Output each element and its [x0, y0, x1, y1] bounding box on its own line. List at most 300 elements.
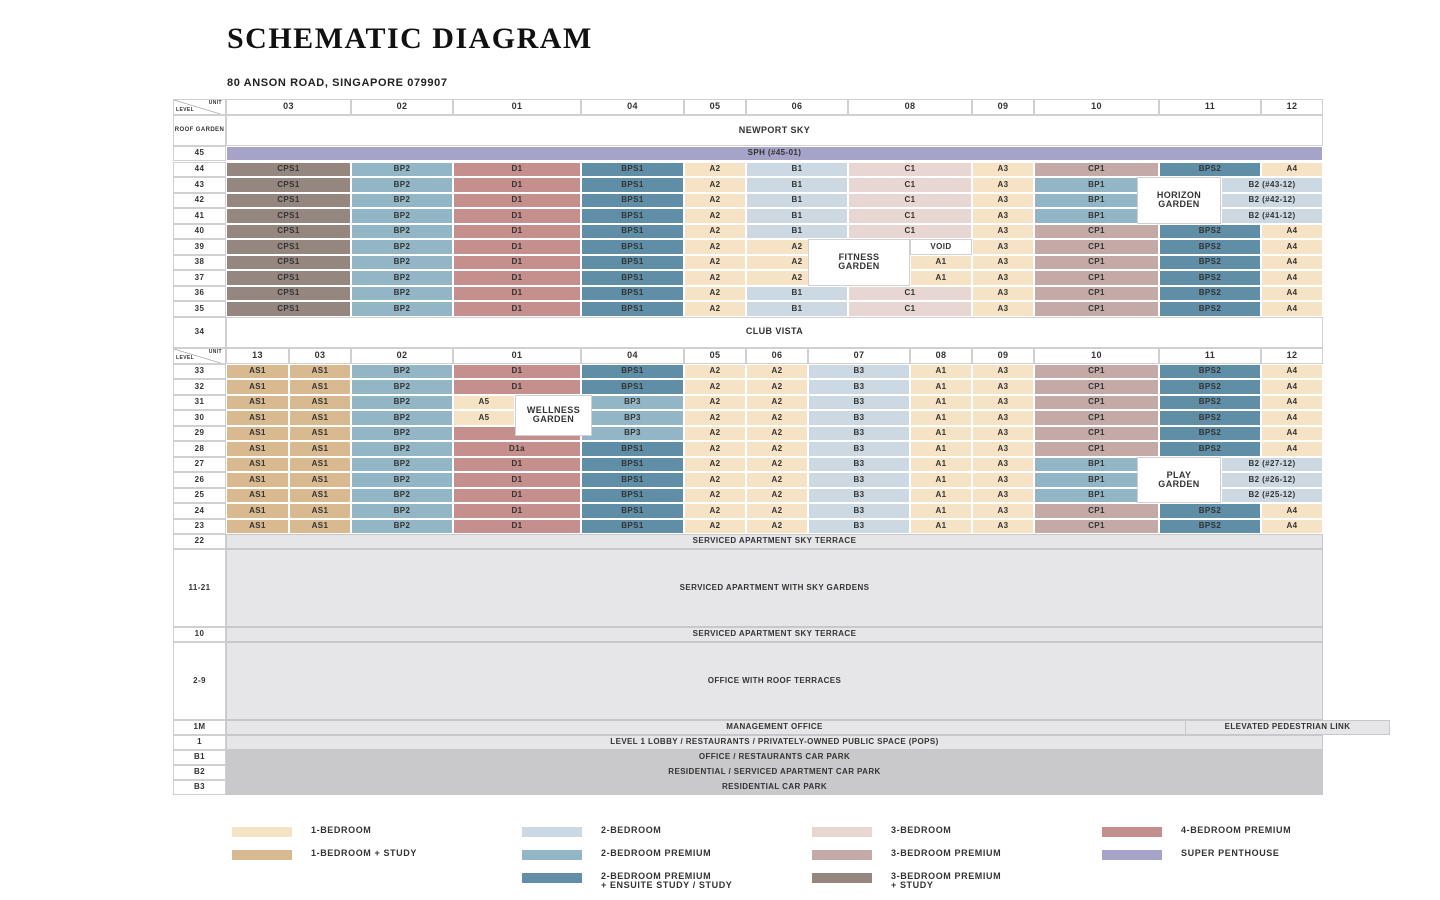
- unit-cell: A2: [684, 395, 746, 411]
- unit-cell: A5: [453, 410, 515, 426]
- unit-header: 12: [1261, 99, 1323, 115]
- level-label: 27: [173, 457, 226, 473]
- unit-cell: CPS1: [226, 255, 351, 271]
- unit-cell: A4: [1261, 286, 1323, 302]
- lower-corner-label: [173, 348, 226, 364]
- legend-label: [891, 826, 951, 835]
- unit-cell: BP1: [1034, 193, 1159, 209]
- unit-cell: A3: [972, 239, 1034, 255]
- level-roof-garden: ROOF GARDEN: [173, 115, 226, 146]
- super-penthouse: SPH (#45-01): [226, 146, 1323, 161]
- unit-cell: CPS1: [226, 177, 351, 193]
- unit-cell: BP2: [351, 301, 453, 317]
- unit-cell: CPS1: [226, 224, 351, 240]
- unit-cell: AS1: [226, 457, 289, 473]
- unit-cell: A4: [1261, 410, 1323, 426]
- unit-cell: A3: [972, 472, 1034, 488]
- unit-cell: A4: [1261, 224, 1323, 240]
- unit-cell: A3: [972, 379, 1034, 395]
- unit-cell: A2: [684, 488, 746, 504]
- unit-cell: AS1: [226, 410, 289, 426]
- unit-cell: A1: [910, 255, 972, 271]
- legend-item: [812, 849, 1001, 860]
- unit-header: 01: [453, 348, 581, 364]
- level-label: 2-9: [173, 642, 226, 720]
- level-label: 22: [173, 534, 226, 549]
- unit-cell: BP2: [351, 208, 453, 224]
- unit-cell: A5: [453, 395, 515, 411]
- level-label: 10: [173, 627, 226, 642]
- unit-cell: D1: [453, 224, 581, 240]
- unit-cell: CP1: [1034, 519, 1159, 535]
- unit-cell: BPS2: [1159, 239, 1261, 255]
- podium-floor: SERVICED APARTMENT SKY TERRACE: [226, 627, 1323, 642]
- unit-cell: A3: [972, 488, 1034, 504]
- unit-cell: A2: [684, 255, 746, 271]
- unit-cell: D1: [453, 488, 581, 504]
- unit-cell: A3: [972, 364, 1034, 380]
- unit-cell: AS1: [289, 457, 351, 473]
- legend-label: [601, 826, 661, 835]
- unit-cell: C1: [848, 177, 972, 193]
- unit-cell: A3: [972, 270, 1034, 286]
- level-label: 1: [173, 735, 226, 750]
- legend-item: [522, 826, 661, 837]
- unit-cell: D1: [453, 208, 581, 224]
- unit-cell: A2: [684, 472, 746, 488]
- unit-header: 10: [1034, 348, 1159, 364]
- unit-cell: BP3: [581, 395, 684, 411]
- unit-cell: BPS2: [1159, 162, 1261, 178]
- unit-cell: A1: [910, 488, 972, 504]
- unit-header: 06: [746, 99, 848, 115]
- legend-label-line: 2-BEDROOM: [601, 825, 662, 835]
- unit-cell: BP2: [351, 224, 453, 240]
- unit-label: UNIT: [208, 100, 222, 106]
- level-label: 23: [173, 519, 226, 535]
- upper-corner-label: [173, 99, 226, 115]
- legend-label-line: 2-BEDROOM PREMIUM: [601, 848, 712, 858]
- legend-label: [311, 826, 371, 835]
- unit-cell: AS1: [226, 488, 289, 504]
- unit-cell: A1: [910, 457, 972, 473]
- unit-cell: A2: [684, 224, 746, 240]
- fitness-garden: FITNESS GARDEN: [808, 239, 910, 286]
- page-title: SCHEMATIC DIAGRAM: [227, 22, 593, 55]
- void-cell: VOID: [910, 239, 972, 255]
- legend-swatch: [812, 850, 872, 860]
- legend-swatch: [812, 873, 872, 883]
- unit-cell: D1: [453, 301, 581, 317]
- level-label: 38: [173, 255, 226, 271]
- unit-cell: A2: [684, 177, 746, 193]
- level-label: LEVEL: [176, 355, 195, 362]
- unit-cell: BP2: [351, 162, 453, 178]
- unit-cell: A3: [972, 286, 1034, 302]
- unit-cell: AS1: [289, 379, 351, 395]
- unit-cell: B3: [808, 519, 910, 535]
- level-label: 26: [173, 472, 226, 488]
- unit-cell: CPS1: [226, 286, 351, 302]
- unit-cell: BPS2: [1159, 379, 1261, 395]
- unit-cell: AS1: [226, 395, 289, 411]
- unit-cell: CPS1: [226, 301, 351, 317]
- unit-cell: BPS1: [581, 239, 684, 255]
- unit-cell: A2: [684, 286, 746, 302]
- unit-cell: B3: [808, 457, 910, 473]
- unit-cell: A2: [746, 426, 808, 442]
- unit-cell: A2: [746, 488, 808, 504]
- unit-cell: BP2: [351, 519, 453, 535]
- unit-cell: D1: [453, 503, 581, 519]
- unit-cell: D1: [453, 270, 581, 286]
- unit-cell: C1: [848, 301, 972, 317]
- level-label: 43: [173, 177, 226, 193]
- legend-item: [522, 849, 711, 860]
- unit-label: UNIT: [208, 348, 222, 355]
- unit-cell: BP2: [351, 379, 453, 395]
- unit-cell: BPS1: [581, 162, 684, 178]
- legend-item: [232, 826, 371, 837]
- unit-cell: B3: [808, 472, 910, 488]
- unit-header: 08: [910, 348, 972, 364]
- unit-cell: B3: [808, 395, 910, 411]
- level-label: 32: [173, 379, 226, 395]
- unit-cell: A2: [684, 193, 746, 209]
- unit-cell: AS1: [226, 519, 289, 535]
- unit-cell: A2: [746, 395, 808, 411]
- unit-cell: B3: [808, 379, 910, 395]
- legend-item: [522, 872, 732, 890]
- unit-cell: BPS1: [581, 488, 684, 504]
- unit-cell: AS1: [289, 395, 351, 411]
- unit-cell: CPS1: [226, 193, 351, 209]
- level-label: 41: [173, 208, 226, 224]
- level-label: 33: [173, 364, 226, 380]
- unit-cell: A1: [910, 441, 972, 457]
- unit-cell: A2: [746, 457, 808, 473]
- unit-cell: A3: [972, 519, 1034, 535]
- unit-cell: CP1: [1034, 162, 1159, 178]
- unit-header: 13: [226, 348, 289, 364]
- unit-cell: A3: [972, 301, 1034, 317]
- unit-cell: BPS1: [581, 177, 684, 193]
- unit-cell: BPS1: [581, 193, 684, 209]
- unit-header: 03: [226, 99, 351, 115]
- unit-cell: CP1: [1034, 270, 1159, 286]
- unit-cell: BPS1: [581, 301, 684, 317]
- unit-cell: BPS1: [581, 270, 684, 286]
- unit-cell: BP1: [1034, 208, 1159, 224]
- legend-item: [1102, 849, 1280, 860]
- unit-cell: BPS1: [581, 208, 684, 224]
- legend-swatch: [232, 850, 292, 860]
- level-label: 1M: [173, 720, 226, 735]
- unit-header: 11: [1159, 99, 1261, 115]
- level-label: 40: [173, 224, 226, 240]
- legend-swatch: [812, 827, 872, 837]
- unit-cell: A1: [910, 410, 972, 426]
- unit-cell: A2: [684, 208, 746, 224]
- unit-cell: BPS2: [1159, 270, 1261, 286]
- unit-cell: BPS2: [1159, 410, 1261, 426]
- unit-cell: BP2: [351, 503, 453, 519]
- unit-header: 12: [1261, 348, 1323, 364]
- unit-cell: AS1: [289, 488, 351, 504]
- unit-cell: A4: [1261, 519, 1323, 535]
- unit-header: 09: [972, 99, 1034, 115]
- unit-cell: D1: [453, 255, 581, 271]
- unit-cell: BPS1: [581, 364, 684, 380]
- unit-cell: CP1: [1034, 286, 1159, 302]
- legend-label-line: 1-BEDROOM + STUDY: [311, 848, 417, 858]
- unit-cell: A3: [972, 410, 1034, 426]
- level-label: 45: [173, 146, 226, 161]
- unit-cell: A3: [972, 224, 1034, 240]
- unit-header: 06: [746, 348, 808, 364]
- unit-cell: A2: [684, 503, 746, 519]
- address: 80 ANSON ROAD, SINGAPORE 079907: [227, 77, 448, 89]
- unit-cell: A2: [684, 426, 746, 442]
- legend-label: [311, 849, 417, 858]
- unit-cell: A2: [746, 519, 808, 535]
- unit-cell: A4: [1261, 441, 1323, 457]
- unit-cell: B2 (#26-12): [1221, 472, 1323, 488]
- unit-header: 11: [1159, 348, 1261, 364]
- unit-cell: A2: [684, 162, 746, 178]
- legend-label-line: 3-BEDROOM: [891, 825, 952, 835]
- unit-cell: A2: [746, 503, 808, 519]
- unit-header: 07: [808, 348, 910, 364]
- legend-item: [232, 849, 417, 860]
- unit-cell: CP1: [1034, 239, 1159, 255]
- unit-cell: BP2: [351, 426, 453, 442]
- unit-cell: CP1: [1034, 379, 1159, 395]
- unit-cell: AS1: [289, 503, 351, 519]
- unit-cell: B1: [746, 301, 848, 317]
- unit-cell: A2: [746, 379, 808, 395]
- wellness-garden: WELLNESS GARDEN: [515, 395, 592, 437]
- unit-cell: AS1: [289, 519, 351, 535]
- legend-item: [1102, 826, 1291, 837]
- unit-cell: B2 (#41-12): [1221, 208, 1323, 224]
- unit-cell: A2: [684, 301, 746, 317]
- unit-header: 01: [453, 99, 581, 115]
- unit-cell: CP1: [1034, 224, 1159, 240]
- unit-cell: A4: [1261, 270, 1323, 286]
- unit-cell: A3: [972, 395, 1034, 411]
- unit-cell: BPS2: [1159, 426, 1261, 442]
- unit-cell: D1: [453, 519, 581, 535]
- unit-cell: D1: [453, 364, 581, 380]
- legend-label-line: 3-BEDROOM PREMIUM: [891, 871, 1002, 881]
- unit-cell: CP1: [1034, 441, 1159, 457]
- unit-cell: B2 (#25-12): [1221, 488, 1323, 504]
- unit-cell: BPS2: [1159, 286, 1261, 302]
- unit-cell: D1: [453, 177, 581, 193]
- unit-cell: BP1: [1034, 177, 1159, 193]
- unit-cell: B2 (#43-12): [1221, 177, 1323, 193]
- level-label: 31: [173, 395, 226, 411]
- unit-cell: A4: [1261, 426, 1323, 442]
- unit-cell: BPS1: [581, 457, 684, 473]
- unit-cell: BP2: [351, 177, 453, 193]
- unit-cell: B3: [808, 410, 910, 426]
- legend-item: [812, 872, 1001, 890]
- unit-cell: A3: [972, 441, 1034, 457]
- unit-cell: A2: [684, 270, 746, 286]
- unit-cell: BP2: [351, 395, 453, 411]
- unit-header: 02: [351, 348, 453, 364]
- unit-cell: A4: [1261, 239, 1323, 255]
- unit-cell: CPS1: [226, 162, 351, 178]
- unit-cell: A2: [684, 364, 746, 380]
- unit-cell: BPS2: [1159, 364, 1261, 380]
- level-label: 44: [173, 162, 226, 178]
- unit-cell: B1: [746, 286, 848, 302]
- unit-cell: C1: [848, 208, 972, 224]
- legend-swatch: [232, 827, 292, 837]
- unit-cell: B1: [746, 208, 848, 224]
- level-label: 35: [173, 301, 226, 317]
- unit-cell: B3: [808, 503, 910, 519]
- unit-cell: AS1: [289, 426, 351, 442]
- unit-cell: A3: [972, 177, 1034, 193]
- unit-cell: D1a: [453, 441, 581, 457]
- legend-swatch: [1102, 827, 1162, 837]
- unit-cell: A1: [910, 426, 972, 442]
- unit-cell: AS1: [226, 441, 289, 457]
- legend-label: [1181, 849, 1280, 858]
- unit-cell: B3: [808, 364, 910, 380]
- legend-label: [601, 872, 732, 890]
- newport-sky: NEWPORT SKY: [226, 115, 1323, 146]
- legend-label: [891, 872, 1001, 890]
- unit-cell: BP3: [581, 426, 684, 442]
- unit-cell: CP1: [1034, 301, 1159, 317]
- unit-cell: D1: [453, 239, 581, 255]
- unit-cell: BPS2: [1159, 301, 1261, 317]
- unit-header: 02: [351, 99, 453, 115]
- unit-cell: A2: [684, 457, 746, 473]
- unit-cell: B2 (#42-12): [1221, 193, 1323, 209]
- unit-cell: BP2: [351, 488, 453, 504]
- legend-label-line: 4-BEDROOM PREMIUM: [1181, 825, 1292, 835]
- play-garden: PLAY GARDEN: [1137, 457, 1221, 504]
- unit-cell: AS1: [289, 364, 351, 380]
- podium-floor: LEVEL 1 LOBBY / RESTAURANTS / PRIVATELY-OWNED PUBLIC SPACE (POPS): [226, 735, 1323, 750]
- legend-label-line: 2-BEDROOM PREMIUM: [601, 871, 712, 881]
- unit-cell: A2: [684, 239, 746, 255]
- unit-cell: BP1: [1034, 457, 1159, 473]
- unit-cell: CP1: [1034, 410, 1159, 426]
- unit-cell: BPS2: [1159, 395, 1261, 411]
- podium-floor: OFFICE WITH ROOF TERRACES: [226, 642, 1323, 720]
- unit-cell: A2: [684, 441, 746, 457]
- unit-header: 10: [1034, 99, 1159, 115]
- unit-cell: BPS1: [581, 224, 684, 240]
- unit-cell: A2: [746, 472, 808, 488]
- unit-cell: D1: [453, 379, 581, 395]
- unit-cell: BPS1: [581, 379, 684, 395]
- podium-floor: RESIDENTIAL CAR PARK: [226, 780, 1323, 795]
- unit-cell: BPS1: [581, 441, 684, 457]
- level-label: B2: [173, 765, 226, 780]
- unit-cell: BP2: [351, 270, 453, 286]
- level-label: B3: [173, 780, 226, 795]
- unit-cell: C1: [848, 162, 972, 178]
- legend-swatch: [1102, 850, 1162, 860]
- unit-header: 08: [848, 99, 972, 115]
- unit-cell: A2: [746, 270, 848, 286]
- legend-label: [601, 849, 711, 858]
- unit-cell: CP1: [1034, 255, 1159, 271]
- unit-cell: A1: [910, 270, 972, 286]
- unit-cell: A1: [910, 395, 972, 411]
- unit-cell: BP2: [351, 255, 453, 271]
- level-label: 28: [173, 441, 226, 457]
- unit-header: 05: [684, 348, 746, 364]
- level-label: 36: [173, 286, 226, 302]
- unit-cell: AS1: [226, 472, 289, 488]
- unit-cell: AS1: [226, 426, 289, 442]
- unit-cell: C1: [848, 224, 972, 240]
- unit-cell: B3: [808, 441, 910, 457]
- elevated-pedestrian-link: ELEVATED PEDESTRIAN LINK: [1185, 720, 1390, 735]
- unit-cell: A4: [1261, 364, 1323, 380]
- unit-cell: BP2: [351, 457, 453, 473]
- legend-swatch: [522, 850, 582, 860]
- unit-cell: A1: [910, 472, 972, 488]
- level-label: 37: [173, 270, 226, 286]
- unit-cell: BP2: [351, 364, 453, 380]
- unit-cell: CPS1: [226, 208, 351, 224]
- legend-label-line: 1-BEDROOM: [311, 825, 372, 835]
- club-vista: CLUB VISTA: [226, 317, 1323, 348]
- horizon-garden: HORIZON GARDEN: [1137, 177, 1221, 224]
- unit-cell: AS1: [226, 364, 289, 380]
- unit-cell: BPS2: [1159, 503, 1261, 519]
- unit-cell: A4: [1261, 503, 1323, 519]
- unit-cell: CPS1: [226, 239, 351, 255]
- unit-cell: A3: [972, 457, 1034, 473]
- unit-cell: BP2: [351, 286, 453, 302]
- unit-cell: A3: [972, 255, 1034, 271]
- unit-cell: A1: [910, 379, 972, 395]
- unit-cell: BP2: [351, 193, 453, 209]
- unit-cell: A3: [972, 426, 1034, 442]
- unit-cell: A2: [746, 410, 808, 426]
- unit-header: 09: [972, 348, 1034, 364]
- legend-label-line: + STUDY: [891, 880, 934, 890]
- legend-item: [812, 826, 951, 837]
- unit-cell: B1: [746, 224, 848, 240]
- unit-cell: D1: [453, 162, 581, 178]
- podium-floor: SERVICED APARTMENT WITH SKY GARDENS: [226, 549, 1323, 627]
- unit-cell: AS1: [289, 410, 351, 426]
- unit-cell: B2 (#27-12): [1221, 457, 1323, 473]
- unit-cell: B1: [746, 177, 848, 193]
- unit-cell: B3: [808, 426, 910, 442]
- unit-cell: A1: [910, 519, 972, 535]
- unit-cell: BP2: [351, 239, 453, 255]
- unit-cell: CP1: [1034, 426, 1159, 442]
- unit-cell: D1: [453, 472, 581, 488]
- level-label: LEVEL: [176, 106, 195, 113]
- unit-cell: BPS1: [581, 519, 684, 535]
- unit-cell: CP1: [1034, 395, 1159, 411]
- level-label: 30: [173, 410, 226, 426]
